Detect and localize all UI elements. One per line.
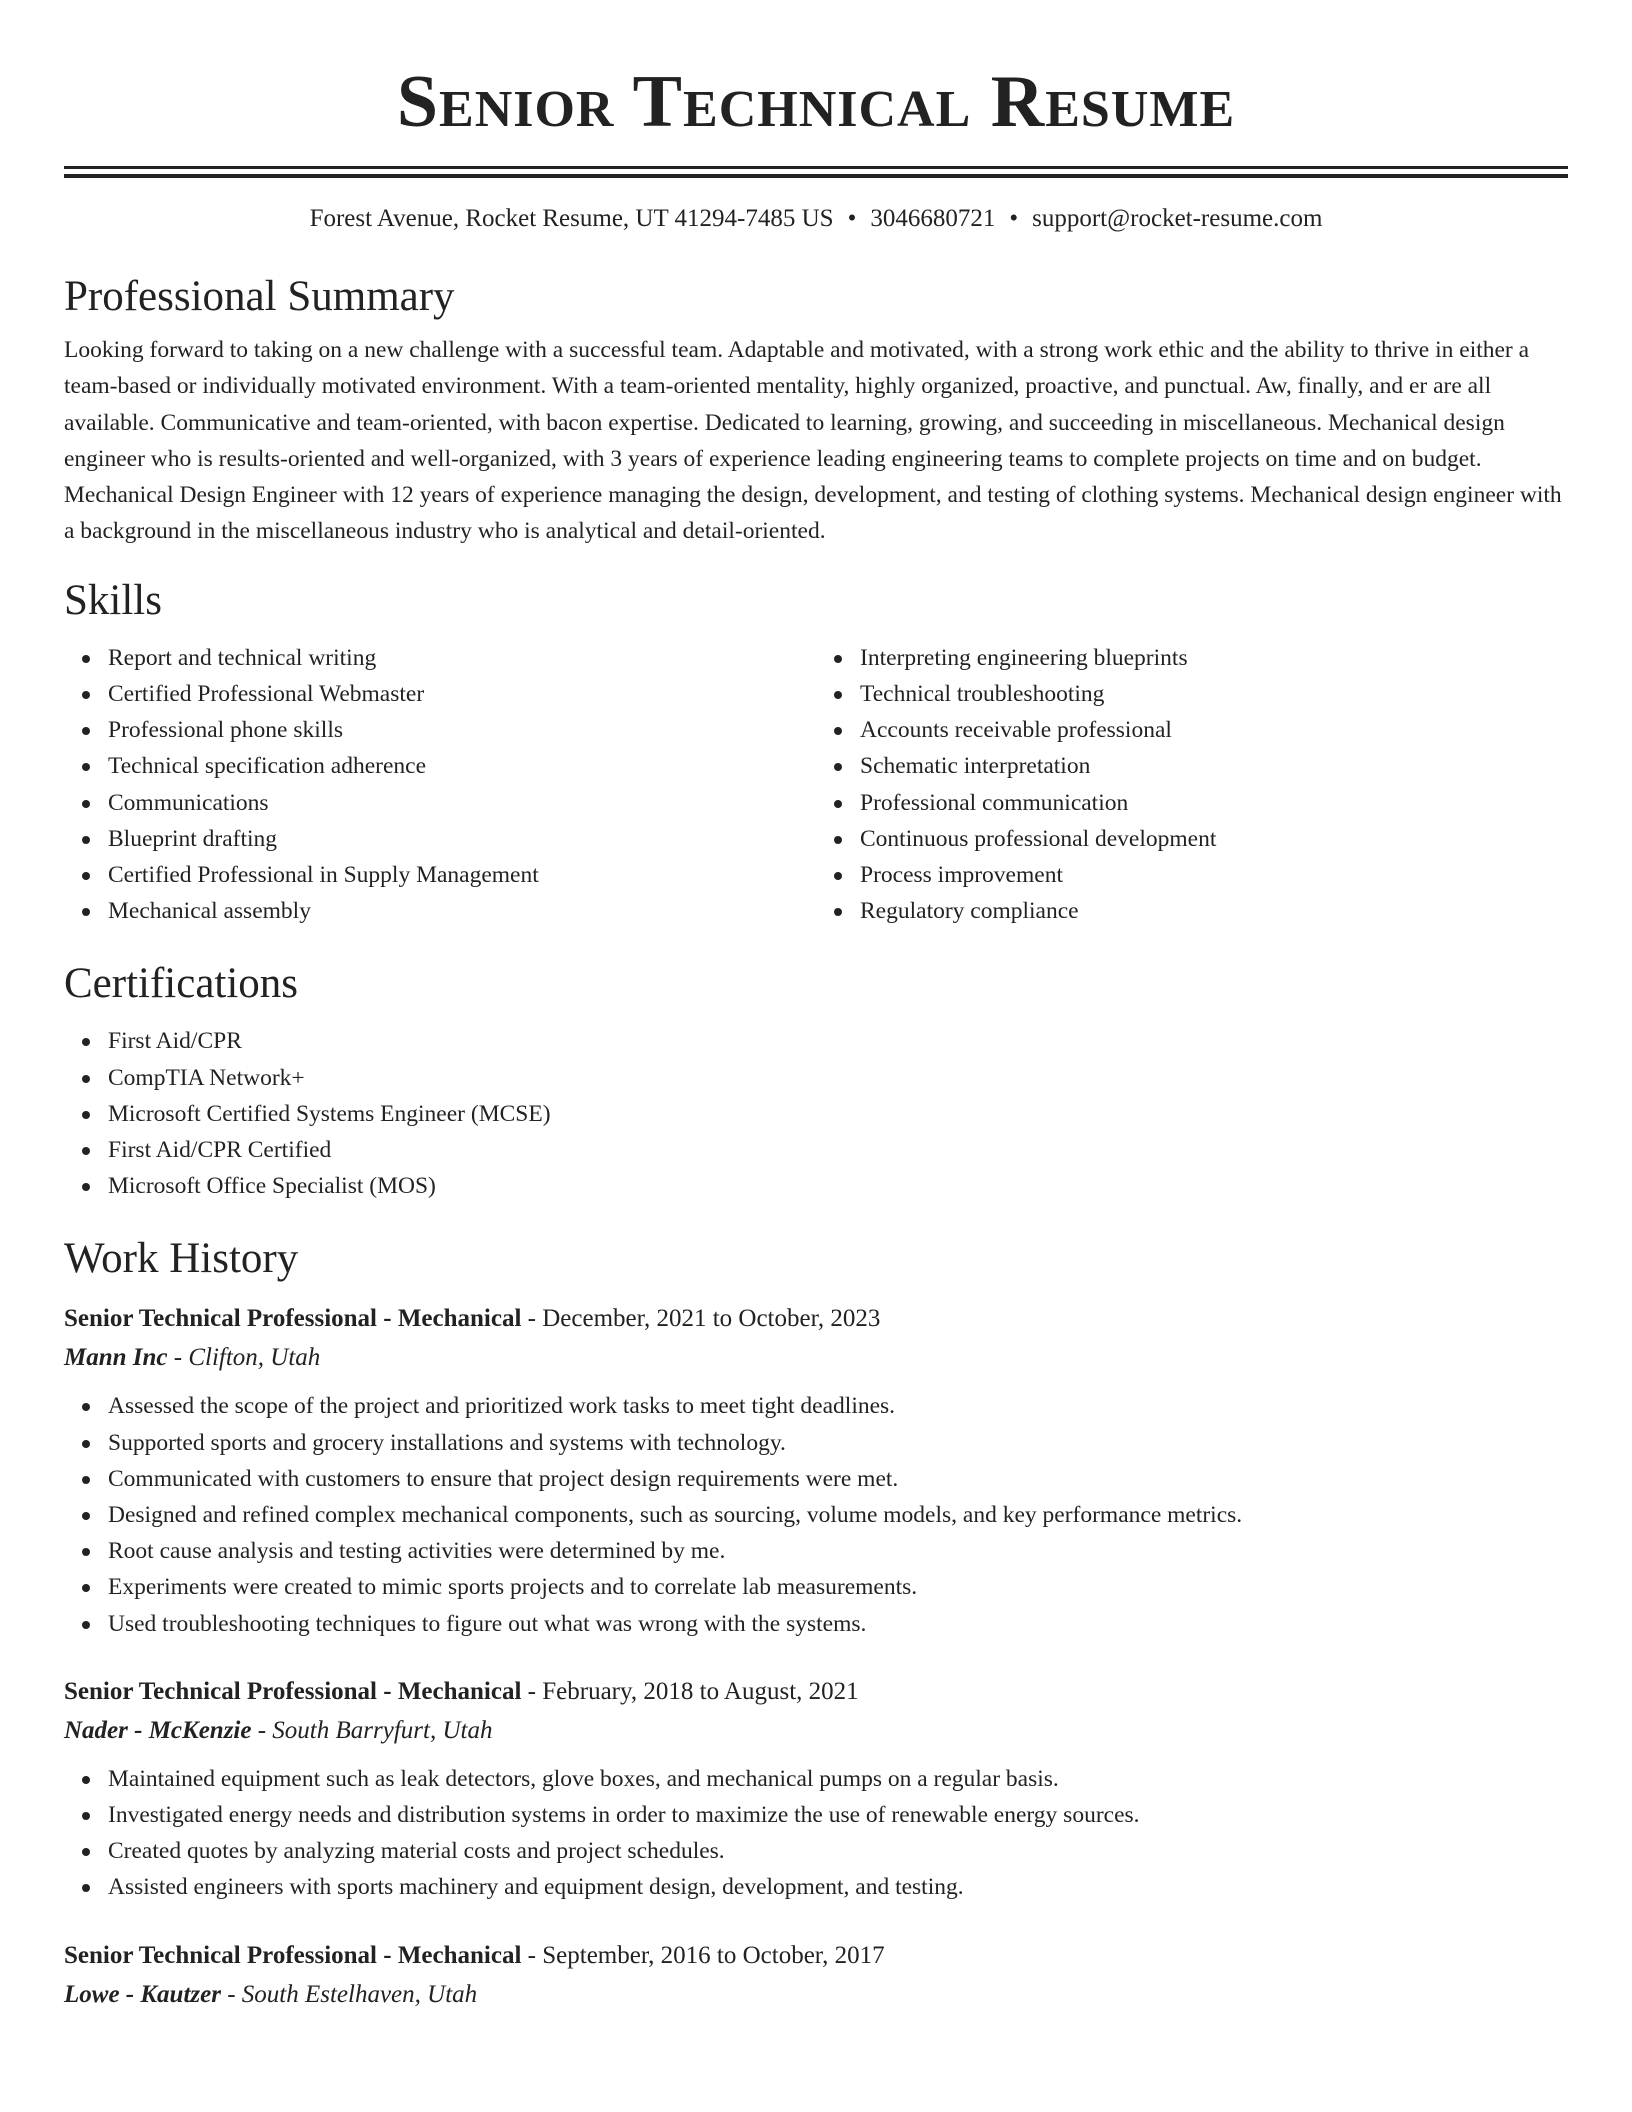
job-title: Senior Technical Professional - Mechanical [64,1305,522,1333]
certifications-heading: Certifications [64,960,299,1008]
certification-item: CompTIA Network+ [108,1060,1568,1096]
job-entry [64,1937,1568,2015]
summary-text: Looking forward to taking on a new challenge with a successful team. Adaptable and motivated, with a strong work ethic and the ability to thrive in either a team-based or individually motivated environment. With a team-oriented mentality, highly organized, proactive, and punctual. Aw, finally, and er are all available. Communicative and team-oriented, with bacon expertise. Dedicated to learning, growing, and succeeding in miscellaneous. Mechanical design engineer who is results-oriented and well-organized, with 3 years of experience leading engineering teams to complete projects on time and on budget. Mechanical Design Engineer with 12 years of experience managing the design, development, and testing of clothing systems. Mechanical design engineer with a background in the miscellaneous industry who is analytical and detail-oriented. [64,337,1562,545]
job-title: Senior Technical Professional - Mechanical [64,1941,522,1969]
certification-item: Microsoft Office Specialist (MOS) [108,1168,1568,1204]
skill-item: Certified Professional in Supply Management [108,857,816,893]
resume-page [64,0,1568,2015]
job-duty: Experiments were created to mimic sports projects and to correlate lab measurements. [108,1569,1568,1605]
skill-item: Regulatory compliance [860,893,1568,929]
job-dates: - September, 2016 to October, 2017 [521,1941,885,1969]
certifications-list [64,1023,1568,1204]
job-entry [64,1673,1568,1906]
summary-heading: Professional Summary [64,273,455,320]
skill-item: Professional communication [860,785,1568,821]
job-company-line [64,1338,1568,1378]
job-title-line [64,1673,1568,1711]
skill-item: Technical troubleshooting [860,676,1568,712]
job-duty: Supported sports and grocery installations and systems with technology. [108,1425,1568,1461]
work-history-heading: Work History [64,1235,299,1283]
job-duty: Used troubleshooting techniques to figure out what was wrong with the systems. [108,1606,1568,1642]
skill-item: Mechanical assembly [108,893,816,929]
job-duty: Designed and refined complex mechanical components, such as sourcing, volume models, and key performance metrics. [108,1497,1568,1533]
job-duty: Root cause analysis and testing activities were determined by me. [108,1533,1568,1569]
skill-item: Certified Professional Webmaster [108,676,816,712]
company-name: Lowe - Kautzer [64,1980,221,2008]
job-duty: Assessed the scope of the project and prioritized work tasks to meet tight deadlines. [108,1388,1568,1424]
certification-item: First Aid/CPR Certified [108,1132,1568,1168]
company-name: Mann Inc [64,1344,168,1372]
skills-list-right [816,640,1568,930]
skill-item: Interpreting engineering blueprints [860,640,1568,676]
contact-phone: 3046680721 [870,205,996,232]
skills-columns [64,640,1568,930]
job-duty: Communicated with customers to ensure that project design requirements were met. [108,1461,1568,1497]
job-duties-list [64,1388,1568,1641]
job-duty: Assisted engineers with sports machinery and equipment design, development, and testing. [108,1869,1568,1905]
skill-item: Schematic interpretation [860,748,1568,784]
resume-title: Senior Technical Resume [396,61,1236,143]
job-duty: Investigated energy needs and distribution systems in order to maximize the use of renewable energy sources. [108,1797,1568,1833]
contact-line [64,204,1568,234]
contact-address: Forest Avenue, Rocket Resume, UT 41294-7485 US [309,205,834,232]
job-dates: - December, 2021 to October, 2023 [521,1305,881,1333]
job-title: Senior Technical Professional - Mechanical [64,1677,522,1705]
job-dates: - February, 2018 to August, 2021 [521,1677,859,1705]
skill-item: Communications [108,785,816,821]
company-location: - Clifton, Utah [167,1344,321,1372]
job-duty: Created quotes by analyzing material costs and project schedules. [108,1833,1568,1869]
skill-item: Blueprint drafting [108,821,816,857]
contact-separator: • [847,205,857,232]
job-entry [64,1300,1568,1641]
job-title-line [64,1300,1568,1338]
job-duties-list [64,1761,1568,1906]
contact-email: support@rocket-resume.com [1032,205,1323,232]
job-title-line [64,1937,1568,1975]
company-location: - South Barryfurt, Utah [251,1716,493,1744]
job-company-line [64,1975,1568,2015]
company-location: - South Estelhaven, Utah [220,1980,478,2008]
skills-heading: Skills [64,576,162,624]
skill-item: Accounts receivable professional [860,712,1568,748]
certification-item: First Aid/CPR [108,1023,1568,1059]
skill-item: Technical specification adherence [108,748,816,784]
skill-item: Process improvement [860,857,1568,893]
job-duty: Maintained equipment such as leak detectors, glove boxes, and mechanical pumps on a regular basis. [108,1761,1568,1797]
skill-item: Professional phone skills [108,712,816,748]
company-name: Nader - McKenzie [64,1716,252,1744]
certification-item: Microsoft Certified Systems Engineer (MCSE) [108,1096,1568,1132]
contact-separator: • [1009,205,1019,232]
skill-item: Continuous professional development [860,821,1568,857]
skills-list-left [64,640,816,930]
skill-item: Report and technical writing [108,640,816,676]
title-divider [64,166,1568,178]
job-company-line [64,1711,1568,1751]
